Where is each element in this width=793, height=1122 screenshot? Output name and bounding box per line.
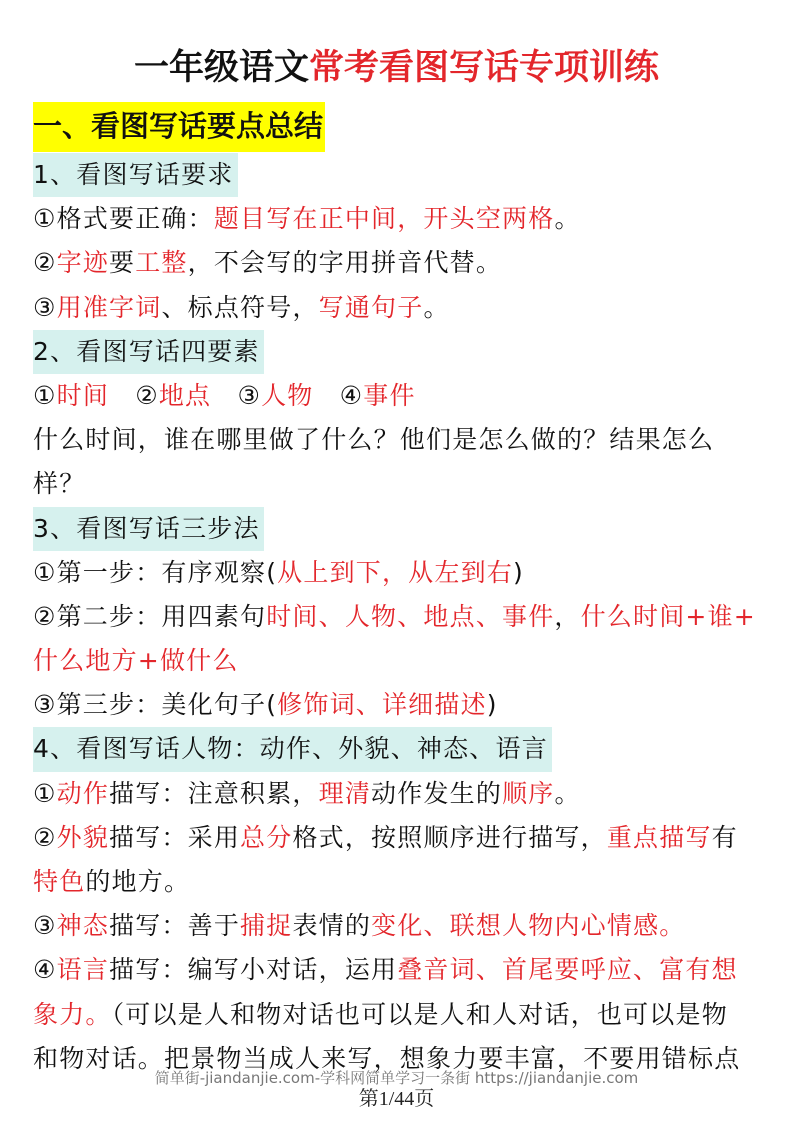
line-text: [33, 683, 768, 727]
subheading-text: [33, 153, 238, 197]
line-text: [33, 639, 768, 683]
text-run: 描写：编写小对话，运用: [109, 955, 398, 985]
highlight-text: 字迹: [56, 248, 110, 278]
line-text: [33, 418, 768, 462]
highlight-text: 语言: [56, 955, 110, 985]
text-run: ①: [33, 380, 57, 410]
text-run: ②: [109, 380, 159, 410]
line-text: [33, 993, 768, 1037]
text-run: 的地方。: [85, 867, 191, 896]
text-line: [33, 197, 768, 241]
highlight-text: 外貌: [56, 822, 110, 852]
text-line: [33, 374, 768, 418]
text-line: [33, 551, 768, 595]
text-run: 什么时间，谁在哪里做了什么？他们是怎么做的？结果怎么: [33, 425, 715, 455]
highlight-text: 题目写在正中间，开头空两格: [213, 204, 555, 234]
text-line: [33, 683, 768, 727]
title-black: 一年级语文: [133, 48, 309, 88]
text-line: [33, 418, 768, 462]
highlight-text: 动作: [56, 778, 110, 808]
subheading: [33, 727, 768, 771]
text-line: [33, 462, 768, 506]
text-line: [33, 993, 768, 1037]
highlight-text: 总分: [240, 822, 293, 852]
line-text: [33, 948, 768, 992]
highlight-text: 特色: [33, 867, 86, 896]
line-text: [33, 551, 768, 595]
highlight-text: 捕捉: [240, 911, 293, 941]
highlight-text: 象力。: [33, 999, 112, 1029]
text-run: 2、看图写话四要素: [33, 336, 260, 366]
title-red: 常考看图写话专项训练: [309, 48, 660, 88]
highlight-text: 写通句子: [318, 292, 424, 322]
subheading: [33, 507, 768, 551]
line-text: [33, 241, 768, 285]
text-line: [33, 816, 768, 860]
line-text: [33, 286, 768, 330]
text-run: ，不会写的字用拼音代替。: [187, 248, 503, 278]
highlight-text: 时间、人物、地点、事件: [266, 601, 555, 631]
text-line: [33, 904, 768, 948]
text-run: 。: [554, 778, 581, 808]
highlight-text: 神态: [56, 911, 110, 941]
highlight-text: 工整: [135, 248, 188, 278]
text-line: [33, 948, 768, 992]
text-line: [33, 860, 768, 904]
text-run: 和物对话。把景物当成人来写，想象力要丰富，不要用错标点: [33, 1043, 741, 1073]
text-run: ): [486, 690, 498, 720]
line-text: [33, 860, 768, 904]
subheading-text: [33, 330, 264, 374]
text-run: ，: [554, 601, 581, 631]
text-run: ④: [313, 380, 364, 410]
watermark: 简单街-jiandanjie.com-学科网简单学习一条街 https://jiandanjie.com: [154, 1069, 639, 1087]
highlight-text: 重点描写: [606, 822, 712, 852]
text-run: 有: [711, 822, 738, 852]
subheading: [33, 330, 768, 374]
text-run: 要: [109, 248, 136, 278]
text-run: ①格式要正确：: [33, 204, 214, 234]
text-run: ②: [33, 822, 57, 852]
text-run: 表情的: [292, 911, 372, 941]
line-text: [33, 904, 768, 948]
text-line: [33, 286, 768, 330]
text-run: ③: [33, 292, 57, 322]
text-run: 动作发生的: [371, 778, 503, 808]
page-number: 第1/44页: [358, 1088, 435, 1110]
highlight-text: 事件: [363, 380, 416, 410]
document-title: [0, 40, 793, 90]
highlight-text: 理清: [318, 778, 372, 808]
text-run: ②第二步：用四素句: [33, 601, 267, 631]
text-run: 样？: [33, 469, 86, 499]
text-run: ①: [33, 778, 57, 808]
line-text: [33, 772, 768, 816]
text-run: 格式，按照顺序进行描写，: [292, 822, 607, 852]
text-run: ③: [33, 911, 57, 941]
text-run: 1、看图写话要求: [33, 160, 234, 189]
highlight-text: 叠音词、首尾要呼应、富有想: [397, 955, 738, 985]
subheading-text: [33, 727, 552, 771]
text-run: ③: [211, 380, 262, 410]
text-line: [33, 772, 768, 816]
line-text: [33, 197, 768, 241]
text-run: ④: [33, 955, 57, 985]
text-run: 、标点符号，: [161, 292, 319, 322]
highlight-text: 什么时间+谁+: [580, 601, 756, 631]
subheading: [33, 153, 768, 197]
text-line: [33, 639, 768, 683]
highlight-text: 人物: [261, 380, 314, 410]
highlight-text: 地点: [158, 380, 212, 410]
highlight-text: 修饰词、详细描述: [277, 690, 487, 720]
line-text: [33, 816, 768, 860]
text-run: ②: [33, 248, 57, 278]
document-body: [33, 153, 768, 1081]
line-text: [33, 595, 768, 639]
text-run: 描写：善于: [109, 911, 241, 941]
text-run: ③第三步：美化句子(: [33, 690, 278, 720]
highlight-text: 什么地方+做什么: [33, 646, 239, 676]
text-run: 。: [423, 292, 450, 322]
text-run: 3、看图写话三步法: [33, 513, 260, 543]
text-line: [33, 595, 768, 639]
highlight-text: 顺序: [502, 778, 555, 808]
text-line: [33, 241, 768, 285]
highlight-text: 时间: [56, 380, 110, 410]
text-run: ): [512, 557, 524, 587]
highlight-text: 变化、联想人物内心情感。: [371, 911, 686, 941]
subheading-text: [33, 507, 264, 551]
section-heading: 一、看图写话要点总结: [33, 102, 325, 152]
text-run: 。: [554, 204, 581, 234]
text-run: 4、看图写话人物：动作、外貌、神态、语言: [33, 734, 548, 764]
text-run: 描写：采用: [109, 822, 241, 852]
line-text: [33, 374, 768, 418]
text-run: 描写：注意积累，: [109, 778, 319, 808]
highlight-text: 用准字词: [56, 292, 162, 322]
highlight-text: 从上到下，从左到右: [277, 557, 513, 587]
text-run: ①第一步：有序观察(: [33, 557, 278, 587]
line-text: [33, 462, 768, 506]
text-run: （可以是人和物对话也可以是人和人对话，也可以是物: [111, 999, 728, 1029]
